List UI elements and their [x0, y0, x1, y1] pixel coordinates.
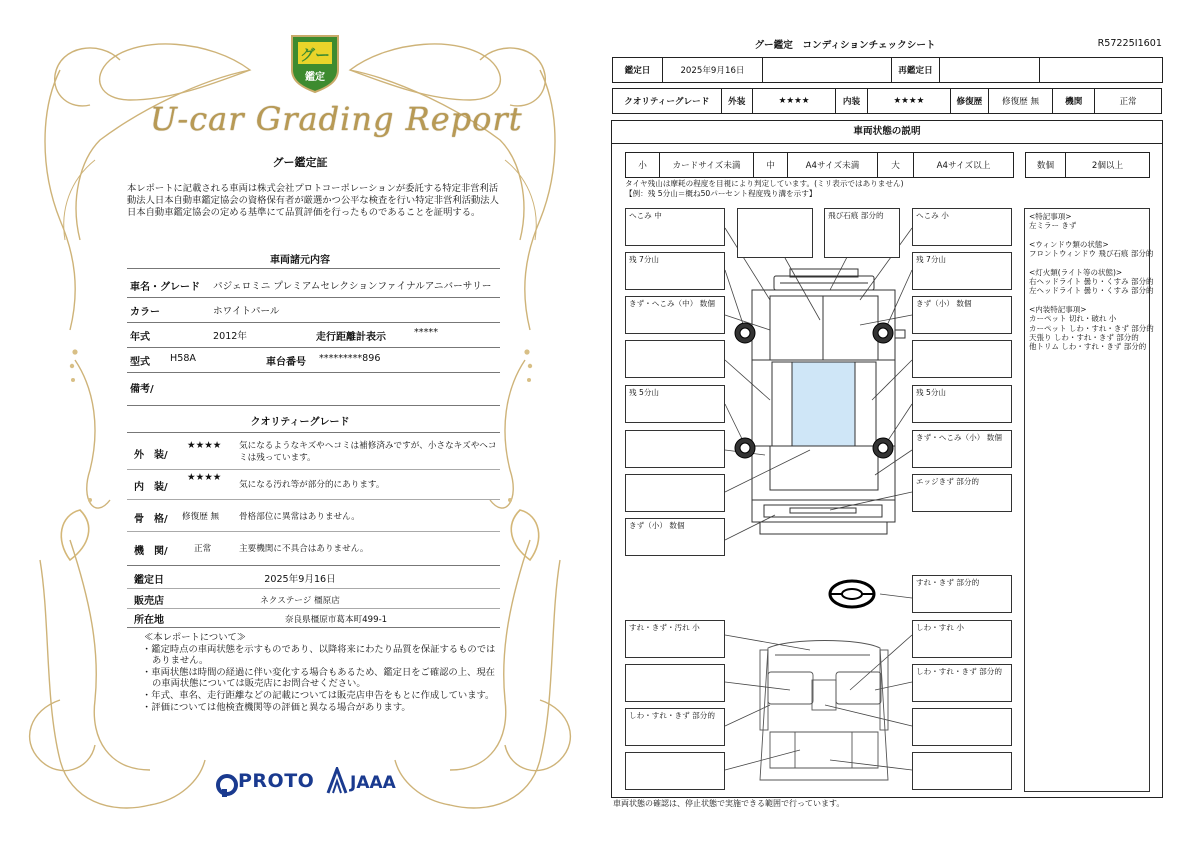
interior-stars: ★★★★: [187, 472, 222, 483]
interior-desc: 気になる汚れ等が部分的にあります。: [239, 480, 385, 490]
dealer-label: 販売店: [134, 596, 164, 607]
remarks-line: 他トリム しわ・すれ・きず 部分的: [1029, 342, 1147, 352]
year-label: 年式: [130, 332, 150, 343]
spec-title: 車両諸元内容: [270, 255, 330, 266]
callout-box: [625, 664, 725, 702]
note-item: ・評価については他検査機関等の評価と異なる場合があります。: [142, 701, 411, 713]
callout-box: [737, 208, 813, 258]
divider: [127, 469, 500, 470]
callout-box: [625, 474, 725, 512]
empty-cell: [1040, 58, 1163, 83]
address-label: 所在地: [134, 615, 164, 626]
divider: [127, 322, 500, 323]
remarks-line: カーペット しわ・すれ・きず 部分的: [1029, 323, 1154, 333]
remarks-spacer: [1029, 296, 1145, 305]
callout-box: [625, 340, 725, 378]
size-medium-desc: A4サイズ未満: [788, 153, 878, 178]
divider: [127, 531, 500, 532]
size-large: 大: [878, 153, 914, 178]
note-item: ・年式、車名、走行距離などの記載については販売店申告をもとに作成しています。: [142, 689, 495, 701]
callout-box: 残 5分山: [912, 385, 1012, 423]
callout-box: すれ・きず・汚れ 小: [625, 620, 725, 658]
remarks-line: カーペット 切れ・破れ 小: [1029, 314, 1117, 324]
note-item: ・車両状態は時間の経過に伴い変化する場合もあるため、鑑定日をご確認の上、現在の車両状態については販売店にお問合せください。: [142, 666, 495, 690]
address-value: 奈良県橿原市葛本町499-1: [284, 615, 388, 625]
jaaa-logo: JAAA: [350, 773, 396, 793]
callout-box: [912, 340, 1012, 378]
callout-box: 残 7分山: [912, 252, 1012, 290]
size-legend-row: [625, 152, 1014, 178]
callout-box: きず・へこみ（中） 数個: [625, 296, 725, 334]
date-row: [612, 57, 1163, 83]
remarks-panel: [1024, 208, 1154, 792]
exterior-stars: ★★★★: [187, 440, 222, 451]
engine-label: 機関: [1053, 89, 1095, 114]
exterior-label: 外 装/: [134, 450, 168, 461]
sheet-title: グー鑑定 コンディションチェックシート: [754, 40, 936, 51]
divider: [127, 588, 500, 589]
appraisal-date-label: 鑑定日: [134, 575, 164, 586]
proto-logo-mark-icon: [214, 772, 240, 798]
mileage-label: 走行距離計表示: [316, 332, 386, 343]
size-count-desc: 2個以上: [1066, 153, 1150, 178]
reappraisal-label: 再鑑定日: [892, 58, 940, 83]
sheet-serial: R57225I1601: [1097, 38, 1162, 49]
interior-label: 内 装/: [134, 482, 168, 493]
note-item: ・鑑定時点の車両状態を示すものであり、以降将来にわたり品質を保証するものではありません。: [142, 643, 496, 667]
engine-value: 正常: [1095, 89, 1162, 114]
proto-logo: PROTO: [238, 770, 315, 792]
remarks-line: <ウィンドウ類の状態>: [1029, 239, 1109, 249]
badge-top-text: グー: [299, 46, 331, 64]
date-label: 鑑定日: [613, 58, 663, 83]
callout-box: [912, 752, 1012, 790]
divider: [127, 432, 500, 433]
report-notes: [142, 632, 502, 713]
divider: [127, 405, 500, 406]
appraisal-date-value: 2025年9月16日: [264, 574, 336, 585]
divider: [127, 627, 500, 628]
divider: [127, 268, 500, 269]
footer-note: 車両状態の確認は、停止状態で実施できる範囲で行っています。: [613, 799, 845, 808]
size-small: 小: [626, 153, 660, 178]
remarks-spacer: [1029, 231, 1145, 240]
quality-title: クオリティーグレード: [250, 417, 350, 428]
size-large-desc: A4サイズ以上: [914, 153, 1014, 178]
callout-box: きず・へこみ（小） 数個: [912, 430, 1012, 468]
color-value: ホワイトパール: [213, 306, 280, 317]
remarks-line: 左ミラー きず: [1029, 221, 1077, 231]
divider: [127, 347, 500, 348]
divider: [127, 297, 500, 298]
exterior-desc: 気になるようなキズやヘコミは補修済みですが、小さなキズやヘコミは残っています。: [239, 441, 497, 463]
remarks-line: 天張り しわ・すれ・きず 部分的: [1029, 333, 1139, 343]
chassis-value: *********896: [319, 353, 381, 364]
callout-box: きず（小） 数個: [625, 518, 725, 556]
history-label: 修復歴: [951, 89, 989, 114]
frame-desc: 骨格部位に異常はありません。: [239, 512, 360, 522]
goo-appraisal-badge-icon: [286, 30, 344, 94]
condition-title: 車両状態の説明: [612, 120, 1162, 144]
callout-box: きず（小） 数個: [912, 296, 1012, 334]
frame-label: 骨 格/: [134, 514, 168, 525]
size-small-desc: カードサイズ未満: [660, 153, 754, 178]
interior-label: 内装: [836, 89, 867, 114]
quality-label: クオリティーグレード: [613, 89, 722, 114]
divider: [127, 565, 500, 566]
history-value: 修復歴 無: [988, 89, 1053, 114]
quality-grade-row: [612, 88, 1162, 114]
callout-box: へこみ 中: [625, 208, 725, 246]
remarks-label: 備考/: [130, 384, 154, 395]
type-value: H58A: [170, 353, 196, 364]
remarks-spacer: [1029, 259, 1145, 268]
badge-bottom-text: 鑑定: [305, 72, 325, 83]
year-value: 2012年: [213, 331, 248, 342]
remarks-line: フロントウィンドウ 飛び石痕 部分的: [1029, 249, 1154, 259]
jaaa-logo-mark-icon: [326, 767, 348, 795]
exterior-label: 外装: [721, 89, 752, 114]
empty-cell: [763, 58, 892, 83]
model-value: パジェロミニ プレミアムセレクションファイナルアニバーサリー: [213, 281, 492, 292]
tire-legend-line1: タイヤ残山は摩耗の程度を目視により判定しています。(ミリ表示ではありません): [625, 179, 904, 188]
cert-title: グー鑑定証: [272, 156, 328, 169]
exterior-stars: ★★★★: [752, 89, 835, 114]
size-medium: 中: [754, 153, 788, 178]
callout-box: 飛び石痕 部分的: [824, 208, 900, 258]
callout-box: へこみ 小: [912, 208, 1012, 246]
callout-box: 残 7分山: [625, 252, 725, 290]
size-count: 数個: [1026, 153, 1066, 178]
callout-box: しわ・すれ 小: [912, 620, 1012, 658]
divider: [127, 608, 500, 609]
callout-box: 残 5分山: [625, 385, 725, 423]
frame-value: 修復歴 無: [182, 512, 220, 522]
script-title: U-car Grading Report: [150, 100, 523, 138]
interior-stars: ★★★★: [867, 89, 950, 114]
mileage-value: *****: [414, 327, 438, 338]
remarks-line: 右ヘッドライト 曇り・くすみ 部分的: [1029, 277, 1154, 287]
callout-box: すれ・きず 部分的: [912, 575, 1012, 613]
cert-text: 本レポートに記載される車両は株式会社プロトコーポレーションが委託する特定非営利活動法人日本自動車鑑定協会の資格保有者が厳選かつ公平な検査を行い特定非営利活動法人日本自動車鑑定協会の定める基準にて品質評価を行ったものであることを証明する。: [127, 183, 499, 218]
engine-desc: 主要機関に不具合はありません。: [239, 544, 369, 554]
count-legend-row: [1025, 152, 1150, 178]
color-label: カラー: [130, 307, 160, 318]
reappraisal-value: [940, 58, 1040, 83]
remarks-line: <灯火類(ライト等の状態)>: [1029, 267, 1123, 277]
callout-box: [625, 752, 725, 790]
callout-box: エッジきず 部分的: [912, 474, 1012, 512]
remarks-line: <特記事項>: [1029, 212, 1072, 221]
callout-box: [912, 708, 1012, 746]
callout-box: しわ・すれ・きず 部分的: [912, 664, 1012, 702]
divider: [127, 372, 500, 373]
remarks-line: <内装特記事項>: [1029, 304, 1087, 314]
callout-box: しわ・すれ・きず 部分的: [625, 708, 725, 746]
date-value: 2025年9月16日: [663, 58, 763, 83]
notes-heading: ≪本レポートについて≫: [144, 632, 247, 643]
divider: [127, 499, 500, 500]
engine-label: 機 関/: [134, 546, 168, 557]
callout-box: [625, 430, 725, 468]
model-label: 車名・グレード: [130, 282, 200, 293]
engine-value: 正常: [194, 544, 212, 554]
type-label: 型式: [130, 357, 150, 368]
remarks-line: 左ヘッドライト 曇り・くすみ 部分的: [1029, 286, 1154, 296]
tire-legend-line2: 【例：残 5分山＝概ね50パーセント程度残り溝を示す】: [625, 189, 817, 198]
chassis-label: 車台番号: [266, 357, 306, 368]
dealer-value: ネクステージ 橿原店: [260, 596, 340, 606]
